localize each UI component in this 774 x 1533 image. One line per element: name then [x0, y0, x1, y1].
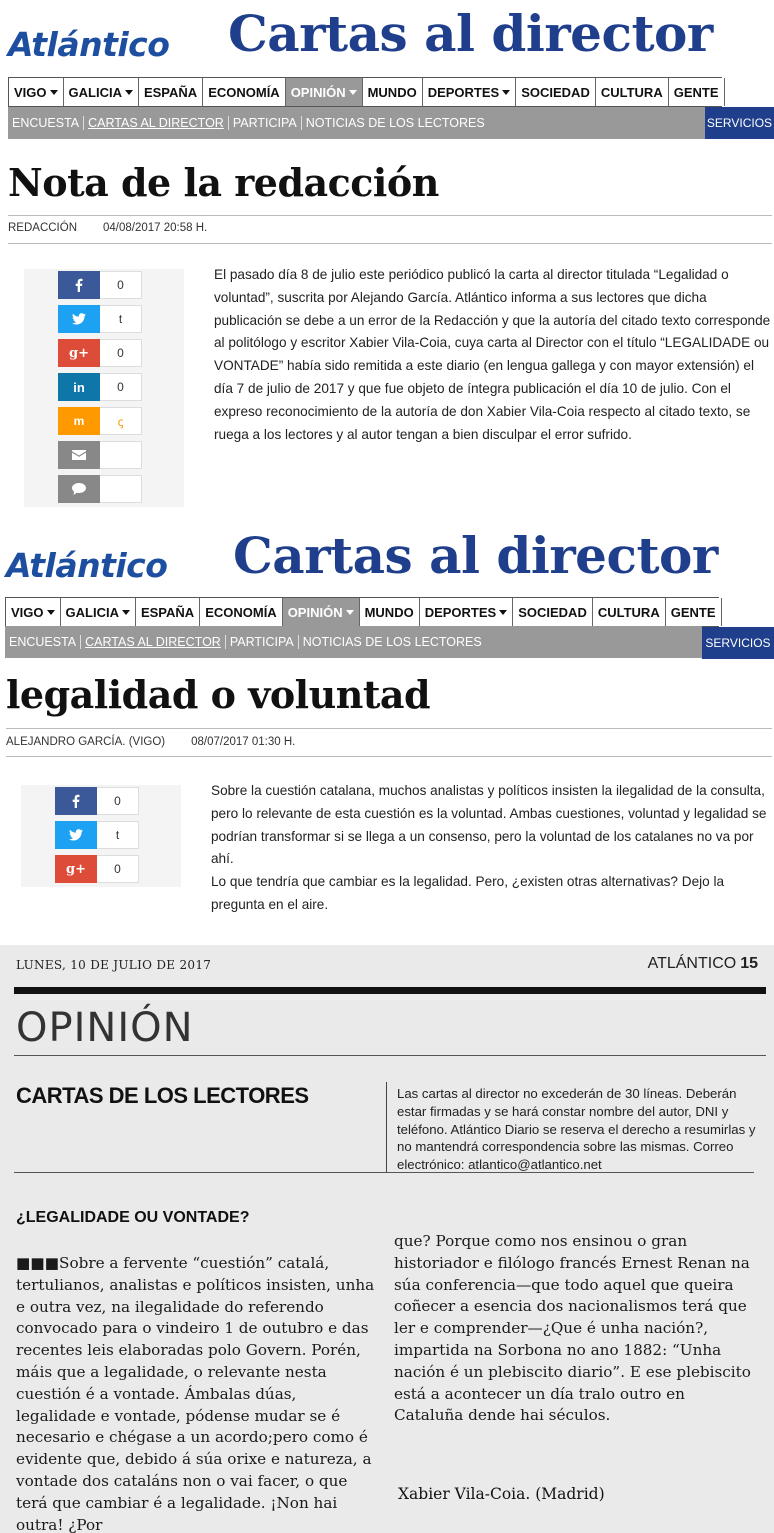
nav-item-3[interactable] [200, 598, 283, 626]
section-banner: Cartas al director [228, 4, 713, 63]
byline [8, 222, 207, 234]
subnav-item-0[interactable]: ENCUESTA [5, 635, 81, 649]
share-count: 0 [97, 787, 139, 815]
share-count [100, 475, 142, 503]
site-logo[interactable]: Atlántico [6, 546, 168, 585]
nav-item-label: GENTE [670, 604, 716, 620]
nav-item-1[interactable] [61, 598, 136, 626]
thick-rule [14, 987, 766, 994]
column-title: CARTAS DE LOS LECTORES [16, 1083, 309, 1108]
nav-item-label: MUNDO [367, 84, 417, 100]
clipping-page [648, 955, 758, 973]
nav-item-label: SOCIEDAD [518, 604, 587, 620]
share-twitter[interactable] [55, 821, 139, 849]
nav-item-0[interactable] [9, 78, 64, 106]
sub-nav [8, 107, 705, 139]
nav-item-4[interactable] [286, 78, 363, 106]
subnav-item-3[interactable]: NOTICIAS DE LOS LECTORES [302, 635, 482, 649]
divider [8, 243, 772, 244]
subnav-item-1[interactable]: CARTAS AL DIRECTOR [84, 116, 229, 130]
rule [14, 1055, 766, 1056]
subnav-item-2[interactable]: PARTICIPA [229, 116, 302, 130]
nav-item-label: SOCIEDAD [521, 84, 590, 100]
comment-icon[interactable] [58, 475, 100, 503]
subnav-item-2[interactable]: PARTICIPA [226, 635, 299, 649]
nav-item-9[interactable] [669, 78, 725, 106]
share-panel [24, 269, 184, 507]
nav-item-0[interactable] [6, 598, 61, 626]
nav-item-7[interactable] [516, 78, 596, 106]
article-page-2 [0, 520, 774, 945]
nav-item-label: OPINIÓN [287, 604, 343, 620]
letter-column-1: ■■■Sobre a fervente “cuestión” catalá, tertulianos, analistas e políticos insisten, unha e outra vez, na ilegalidade do referendo convocado para o vindeiro 1 de outubro e das recentes leis elaboradas polo Govern. Porén, máis que a legalidade, o relevante nesta cuestión é a vontade. Ámbalas dúas, legalidade e vontade, pódense mudar se é necesario e chégase a un acordo;pero como é evidente que, debido á súa orixe e natureza, a vontade dos cataláns non o vai facer, o que terá que cambiar é a legalidade. ¡Non hai outra! ¿Por [16, 1254, 375, 1533]
nav-item-label: VIGO [11, 604, 44, 620]
main-nav [8, 77, 722, 107]
share-count: 0 [100, 271, 142, 299]
author[interactable]: ALEJANDRO GARCÍA. (VIGO) [6, 736, 166, 748]
google-plus-icon[interactable]: g+ [55, 855, 97, 883]
nav-item-8[interactable] [596, 78, 669, 106]
nav-item-3[interactable] [203, 78, 286, 106]
nav-item-label: ECONOMÍA [205, 604, 277, 620]
caret-down-icon [502, 90, 510, 95]
nav-item-5[interactable] [360, 598, 420, 626]
share-facebook[interactable] [55, 787, 139, 815]
nav-item-6[interactable] [423, 78, 517, 106]
caret-down-icon [125, 90, 133, 95]
clipping-date: LUNES, 10 DE JULIO DE 2017 [16, 958, 212, 972]
nav-item-label: OPINIÓN [290, 84, 346, 100]
twitter-icon[interactable] [58, 305, 100, 333]
subnav-item-0[interactable]: ENCUESTA [8, 116, 84, 130]
share-twitter[interactable] [58, 305, 142, 333]
caret-down-icon [50, 90, 58, 95]
share-count: 0 [100, 339, 142, 367]
subnav-item-3[interactable]: NOTICIAS DE LOS LECTORES [305, 116, 485, 130]
nav-item-label: CULTURA [600, 84, 663, 100]
article-title: legalidad o voluntad [6, 672, 431, 717]
caret-down-icon [349, 90, 357, 95]
share-email[interactable] [58, 441, 142, 469]
author[interactable]: REDACCIÓN [8, 222, 78, 234]
facebook-icon[interactable] [58, 271, 100, 299]
nav-item-2[interactable] [139, 78, 203, 106]
page-number: 15 [740, 955, 758, 972]
nav-item-label: GALICIA [65, 604, 119, 620]
letter-column-2: que? Porque como nos ensinou o gran historiador e filólogo francés Ernest Renan na súa conferencia—que todo aquel que queira coñecer a esencia dos nacionalismos terá que ler e comprender—¿Que é unha nación?, impartida na Sorbona no ano 1882: “Unha nación é un plebiscito diario”. E ese plebiscito está a acontecer un día tralo outro en Cataluña dende hai séculos. [394, 1232, 751, 1425]
share-count: ꞔ [100, 407, 142, 435]
share-panel [21, 785, 181, 887]
caret-down-icon [47, 610, 55, 615]
column-divider [386, 1082, 387, 1172]
meneame-icon[interactable]: m [58, 407, 100, 435]
divider [8, 215, 772, 216]
paragraph: Lo que tendría que cambiar es la legalidad. Pero, ¿existen otras alternativas? Dejo la pregunta en el aire. [211, 874, 725, 912]
article-title: Nota de la redacción [8, 160, 439, 205]
share-googleplus[interactable] [58, 339, 142, 367]
share-meneame[interactable] [58, 407, 142, 435]
share-count: 0 [100, 373, 142, 401]
share-comment[interactable] [58, 475, 142, 503]
twitter-icon[interactable] [55, 821, 97, 849]
share-facebook[interactable] [58, 271, 142, 299]
share-googleplus[interactable] [55, 855, 139, 883]
article-body [211, 780, 774, 917]
publish-date: 08/07/2017 01:30 H. [191, 736, 296, 748]
nav-item-1[interactable] [64, 78, 139, 106]
nav-item-label: DEPORTES [427, 84, 500, 100]
share-linkedin[interactable] [58, 373, 142, 401]
nav-item-label: GALICIA [68, 84, 122, 100]
rule [14, 1172, 754, 1173]
email-icon[interactable] [58, 441, 100, 469]
nav-item-5[interactable] [363, 78, 423, 106]
nav-item-label: DEPORTES [424, 604, 497, 620]
nav-item-8[interactable] [593, 598, 666, 626]
servicios-button[interactable]: SERVICIOS [705, 107, 774, 139]
caret-down-icon [346, 610, 354, 615]
share-count: 0 [97, 855, 139, 883]
nav-item-label: ECONOMÍA [208, 84, 280, 100]
divider [6, 728, 772, 729]
nav-item-label: VIGO [14, 84, 47, 100]
subnav-item-1[interactable]: CARTAS AL DIRECTOR [81, 635, 226, 649]
nav-item-9[interactable] [666, 598, 722, 626]
nav-item-label: MUNDO [364, 604, 414, 620]
clipping-section: OPINIÓN [16, 1005, 194, 1051]
servicios-button[interactable]: SERVICIOS [702, 627, 774, 659]
nav-item-4[interactable] [283, 598, 360, 626]
nav-item-6[interactable] [420, 598, 514, 626]
google-plus-icon[interactable]: g+ [58, 339, 100, 367]
paper-name: ATLÁNTICO [647, 955, 737, 972]
letters-notice: Las cartas al director no excederán de 30 líneas. Deberán estar firmadas y se hará constar nombre del autor, DNI y teléfono. Atlántico Diario se reserva el derecho a resumirlas y no mantendrá correspondencia sobre las mismas. Correo electrónico: atlantico@atlantico.net [397, 1086, 756, 1173]
letter-title: ¿LEGALIDADE OU VONTADE? [16, 1209, 250, 1226]
publish-date: 04/08/2017 20:58 H. [103, 222, 208, 234]
newspaper-clipping [0, 945, 774, 1533]
section-banner: Cartas al director [233, 526, 718, 585]
share-count: t [97, 821, 139, 849]
caret-down-icon [122, 610, 130, 615]
nav-item-2[interactable] [136, 598, 200, 626]
paragraph: Sobre la cuestión catalana, muchos analistas y políticos insisten la ilegalidad de la consulta, pero lo relevante de esta cuestión es la voluntad. Ambas cuestiones, voluntad y legalidad se podrían transformar si se llega a un consenso, pero la voluntad de los catalanes no va por ahí. [211, 783, 767, 867]
main-nav [5, 597, 719, 627]
nav-item-label: ESPAÑA [140, 604, 195, 620]
byline [6, 736, 295, 748]
site-logo[interactable]: Atlántico [8, 25, 170, 64]
letter-signature: Xabier Vila-Coia. (Madrid) [398, 1485, 605, 1503]
sub-nav [5, 626, 702, 658]
caret-down-icon [499, 610, 507, 615]
facebook-icon[interactable] [55, 787, 97, 815]
share-count [100, 441, 142, 469]
nav-item-label: GENTE [673, 84, 719, 100]
article-body: El pasado día 8 de julio este periódico publicó la carta al director titulada “Legalidad o voluntad”, suscrita por Alejando García. Atlántico informa a sus lectores que dicha publicación se debe a un error de la Redacción y que la autoría del citado texto corresponde al politólogo y escritor Xabier Vila-Coia, cuya carta al Director con el título “LEGALIDADE ou VONTADE” había sido remitida a este diario (en lengua gallega y con mayor extensión) el día 7 de julio de 2017 y que fue objeto de íntegra publicación el día 10 de julio. Con el expreso reconocimiento de la autoría de don Xabier Vila-Coia respecto al citado texto, se ruega a los lectores y al autor tengan a bien disculpar el error sufrido. [214, 267, 771, 442]
nav-item-label: CULTURA [597, 604, 660, 620]
nav-item-label: ESPAÑA [143, 84, 198, 100]
share-count: t [100, 305, 142, 333]
nav-item-7[interactable] [513, 598, 593, 626]
divider [6, 756, 772, 757]
linkedin-icon[interactable]: in [58, 373, 100, 401]
article-page-1 [0, 0, 774, 520]
